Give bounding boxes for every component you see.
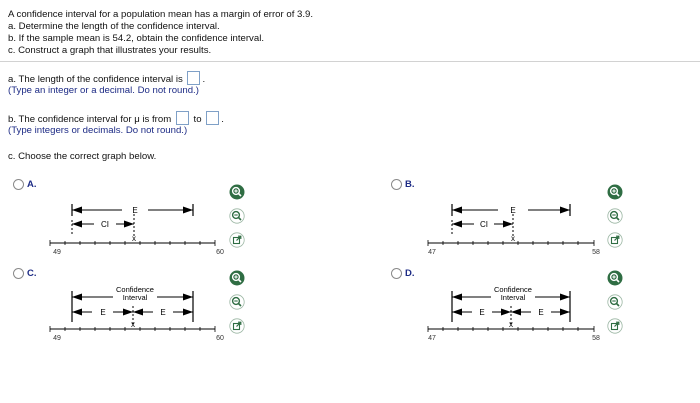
ci-left-arrowhead-icon xyxy=(72,221,82,228)
e-left-arrowhead-icon xyxy=(452,207,462,214)
part-b-from-input[interactable] xyxy=(176,111,189,125)
e1-right-arrowhead-icon xyxy=(123,309,133,316)
e1-left-arrowhead-icon xyxy=(452,309,462,316)
problem-line-2: a. Determine the length of the confidence interval. xyxy=(8,21,220,32)
option-c-letter: C. xyxy=(27,268,37,279)
option-c-graph xyxy=(50,282,240,382)
option-b-zoom-out-icon[interactable] xyxy=(607,208,623,224)
axis-min-label: 49 xyxy=(53,335,61,342)
confidence-label: Confidence xyxy=(494,285,532,294)
option-b-radio[interactable] xyxy=(391,179,402,190)
divider xyxy=(0,61,700,62)
axis-min-label: 47 xyxy=(428,335,436,342)
option-b-popout-icon[interactable] xyxy=(607,232,623,248)
part-c-question: c. Choose the correct graph below. xyxy=(8,151,157,162)
problem-line-1: A confidence interval for a population mean has a margin of error of 3.9. xyxy=(8,9,314,20)
e2-left-arrowhead-icon xyxy=(511,309,521,316)
option-b-graph xyxy=(428,196,618,296)
axis-max-label: 60 xyxy=(216,249,224,256)
option-b-letter: B. xyxy=(405,179,415,190)
option-c-radio[interactable] xyxy=(13,268,24,279)
e1-label: E xyxy=(479,308,485,317)
part-a-label: a. The length of the confidence interval is xyxy=(8,74,183,85)
confidence-label: Confidence xyxy=(116,285,154,294)
part-b-hint: (Type integers or decimals. Do not round.) xyxy=(8,125,188,136)
ci-label: CI xyxy=(480,220,488,229)
option-d-radio[interactable] xyxy=(391,268,402,279)
interval-label: Interval xyxy=(500,293,526,302)
part-a-suffix: . xyxy=(202,74,206,85)
option-d-letter: D. xyxy=(405,268,415,279)
e2-right-arrowhead-icon xyxy=(560,309,570,316)
e1-label: E xyxy=(100,308,106,317)
e-label: E xyxy=(510,206,516,215)
mean-x-marker: x xyxy=(511,234,515,243)
option-c-zoom-out-icon[interactable] xyxy=(229,294,245,310)
mean-x-marker: x xyxy=(509,320,513,329)
option-a-popout-icon[interactable] xyxy=(229,232,245,248)
option-d-graph-svg xyxy=(428,282,618,352)
ci-right-arrowhead-icon xyxy=(503,221,513,228)
interval-label: Interval xyxy=(122,293,148,302)
e2-label: E xyxy=(160,308,166,317)
e-label: E xyxy=(132,206,138,215)
ci-right-arrowhead-icon xyxy=(183,294,193,301)
e-right-arrowhead-icon xyxy=(560,207,570,214)
ci-left-arrowhead-icon xyxy=(452,294,462,301)
option-b-graph-svg xyxy=(428,196,618,266)
ci-left-arrowhead-icon xyxy=(72,294,82,301)
ci-right-arrowhead-icon xyxy=(124,221,134,228)
option-c-zoom-in-icon[interactable] xyxy=(229,270,245,286)
problem-line-4: c. Construct a graph that illustrates your results. xyxy=(8,45,212,56)
part-a-answer-input[interactable] xyxy=(187,71,200,85)
part-b-to-label: to xyxy=(193,114,202,125)
ci-right-arrowhead-icon xyxy=(560,294,570,301)
option-b-zoom-in-icon[interactable] xyxy=(607,184,623,200)
part-a-hint: (Type an integer or a decimal. Do not round.) xyxy=(8,85,199,96)
e1-left-arrowhead-icon xyxy=(72,309,82,316)
option-d-zoom-in-icon[interactable] xyxy=(607,270,623,286)
part-b-suffix: . xyxy=(221,114,224,125)
option-a-letter: A. xyxy=(27,179,37,190)
option-c-graph-svg xyxy=(50,282,240,352)
option-a-radio[interactable] xyxy=(13,179,24,190)
e1-right-arrowhead-icon xyxy=(501,309,511,316)
option-d-popout-icon[interactable] xyxy=(607,318,623,334)
option-a-zoom-out-icon[interactable] xyxy=(229,208,245,224)
axis-max-label: 58 xyxy=(592,249,600,256)
part-a-question xyxy=(8,71,205,85)
mean-x-marker: x xyxy=(131,320,135,329)
option-d-zoom-out-icon[interactable] xyxy=(607,294,623,310)
mean-x-marker: x xyxy=(132,234,136,243)
option-c-popout-icon[interactable] xyxy=(229,318,245,334)
part-b-question xyxy=(8,111,224,125)
part-b-label: b. The confidence interval for μ is from xyxy=(8,114,172,125)
axis-max-label: 58 xyxy=(592,335,600,342)
e-left-arrowhead-icon xyxy=(72,207,82,214)
option-d-graph xyxy=(428,282,618,382)
axis-max-label: 60 xyxy=(216,335,224,342)
option-a-graph xyxy=(50,196,240,296)
ci-left-arrowhead-icon xyxy=(452,221,462,228)
problem-line-3: b. If the sample mean is 54.2, obtain the confidence interval. xyxy=(8,33,264,44)
e2-label: E xyxy=(538,308,544,317)
e2-right-arrowhead-icon xyxy=(183,309,193,316)
ci-label: CI xyxy=(101,220,109,229)
part-b-to-input[interactable] xyxy=(206,111,219,125)
option-a-graph-svg xyxy=(50,196,240,266)
axis-min-label: 47 xyxy=(428,249,436,256)
axis-min-label: 49 xyxy=(53,249,61,256)
option-a-zoom-in-icon[interactable] xyxy=(229,184,245,200)
e2-left-arrowhead-icon xyxy=(133,309,143,316)
e-right-arrowhead-icon xyxy=(183,207,193,214)
